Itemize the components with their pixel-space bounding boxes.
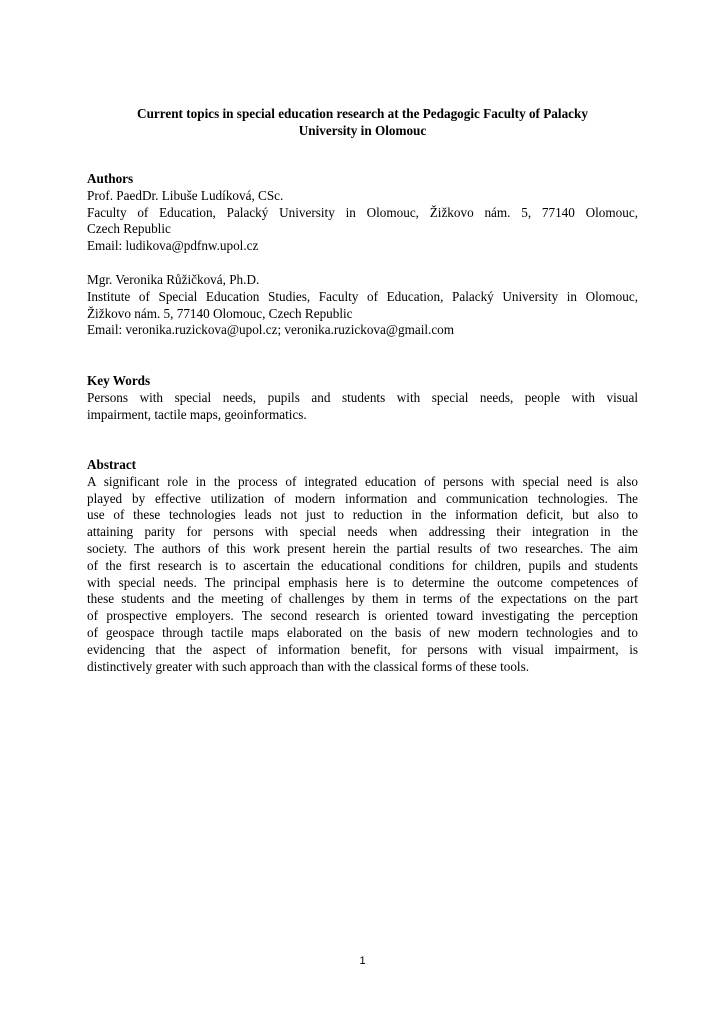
abstract-line: of prospective employers. The second research is oriented toward investigating the perception <box>87 608 638 624</box>
abstract-line: these students and the meeting of challenges by them in terms of the expectations on the part <box>87 591 638 607</box>
abstract-line: of geospace through tactile maps elaborated on the basis of new modern technologies and to <box>87 624 638 640</box>
author2-affiliation-line-1: Institute of Special Education Studies, Faculty of Education, Palacký University in Olomouc, <box>87 288 638 304</box>
keywords-section <box>87 373 638 423</box>
author1-affiliation-line-2: Czech Republic <box>87 221 171 237</box>
abstract-line: use of these technologies leads not just to reduction in the information deficit, but also to <box>87 507 638 523</box>
abstract-heading: Abstract <box>87 457 137 472</box>
abstract-section <box>87 457 638 675</box>
keywords-line: Persons with special needs, pupils and students with special needs, people with visual <box>87 389 638 405</box>
keywords-heading: Key Words <box>87 373 151 388</box>
page-number: 1 <box>359 955 366 967</box>
author1-name: Prof. PaedDr. Libuše Ludíková, CSc. <box>87 187 284 203</box>
abstract-line: of the first research is to ascertain the educational conditions for children, pupils and students <box>87 557 638 573</box>
abstract-line: with special needs. The principal emphasis here is to determine the outcome competences of <box>87 574 638 590</box>
abstract-line: evidencing that the aspect of information benefit, for persons with visual impairment, is <box>87 641 638 657</box>
keywords-line: impairment, tactile maps, geoinformatics. <box>87 406 307 422</box>
title-line-1: Current topics in special education research at the Pedagogic Faculty of Palacky <box>137 106 588 121</box>
author1-email: Email: ludikova@pdfnw.upol.cz <box>87 238 259 254</box>
abstract-line: distinctively greater with such approach than with the classical forms of these tools. <box>87 658 530 674</box>
author2-section <box>87 272 638 339</box>
authors-heading: Authors <box>87 171 134 186</box>
authors-section <box>87 171 638 255</box>
author1-affiliation-line-1: Faculty of Education, Palacký University in Olomouc, Žižkovo nám. 5, 77140 Olomouc, <box>87 204 638 220</box>
abstract-line: attaining parity for persons with special needs when addressing their integration in the <box>87 524 638 540</box>
abstract-line: played by effective utilization of modern information and communication technologies. The <box>87 490 638 506</box>
abstract-line: society. The authors of this work present herein the partial results of two researches. The aim <box>87 540 638 556</box>
paper-title <box>87 105 638 139</box>
author2-affiliation-line-2: Žižkovo nám. 5, 77140 Olomouc, Czech Republic <box>87 305 353 321</box>
title-line-2: University in Olomouc <box>298 123 427 138</box>
author2-email: Email: veronika.ruzickova@upol.cz; veronika.ruzickova@gmail.com <box>87 322 455 338</box>
abstract-line: A significant role in the process of integrated education of persons with special need is also <box>87 473 638 489</box>
author2-name: Mgr. Veronika Růžičková, Ph.D. <box>87 272 260 287</box>
